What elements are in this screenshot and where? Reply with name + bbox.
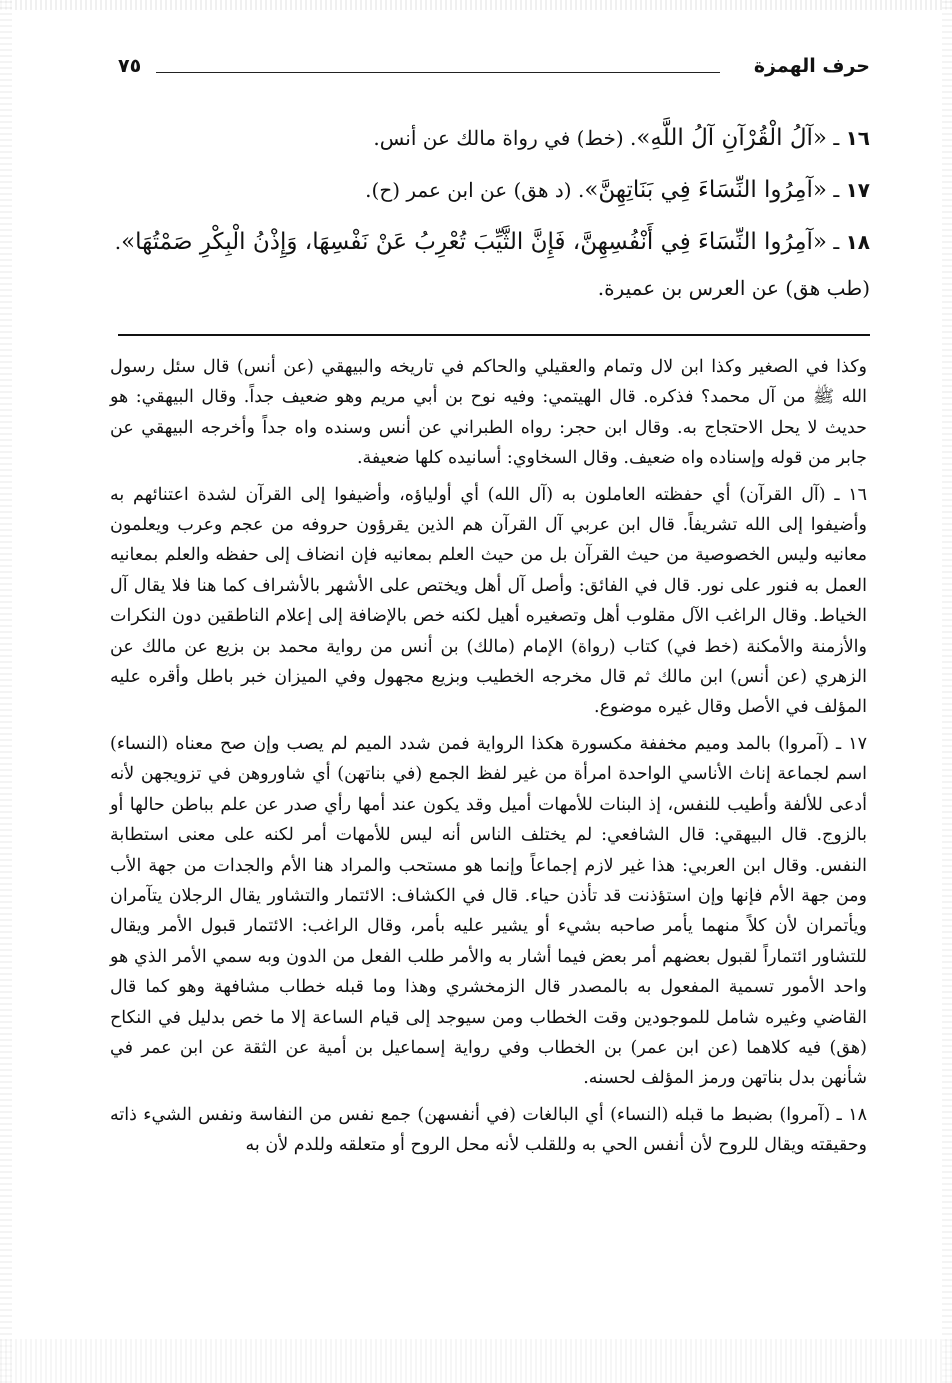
- commentary-section: [110, 352, 867, 1167]
- commentary-paragraph-18: ١٨ ـ (آمروا) بضبط ما قبله (النساء) أي البالغات (في أنفسهن) جمع نفس من النفاسة ونفس الشيء ذاته وحقيقته ويقال للروح لأن أنفس الحي به وللقلب لأنه محل الروح أو متعلقه وللدم لأن به: [110, 1104, 867, 1156]
- hadith-18: ١٨ ـ «آمِرُوا النِّسَاءَ فِي أَنْفُسِهِنَّ، فَإِنَّ الثَّيِّبَ تُعْرِبُ عَنْ نَفْسِهَا، وَإِذْنُ الْبِكْرِ صَمْتُهَا».: [114, 229, 870, 255]
- hadith-17: ١٧ ـ «آمِرُوا النِّسَاءَ فِي بَنَاتِهِنَّ». (د هق) عن ابن عمر (ح).: [365, 177, 870, 203]
- hadith-text: «آلُ الْقُرْآنِ آلُ اللَّهِ»: [636, 125, 827, 151]
- header-rule: [156, 72, 720, 73]
- footnote-separator: [118, 334, 870, 336]
- hadith-number: ١٦: [845, 126, 870, 150]
- hadith-18-attribution: (طب هق) عن العرس بن عميرة.: [597, 276, 870, 300]
- hadith-text: «آمِرُوا النِّسَاءَ فِي بَنَاتِهِنَّ»: [584, 177, 827, 203]
- running-header: [118, 55, 870, 89]
- hadith-source: . (د هق) عن ابن عمر (ح).: [365, 178, 585, 202]
- scan-edge-bottom: [0, 1339, 952, 1383]
- scan-edge-top: [0, 0, 952, 10]
- commentary-paragraph-17: ١٧ ـ (آمروا) بالمد وميم مخففة مكسورة هكذا الرواية فمن شدد الميم لم يصب وإن صح معناه (النساء) اسم لجماعة إناث الأناسي الواحدة امرأة من غير لفظ الجمع (في بناتهن) أي شاوروهن في تزويجهن لأنه أدعى للألفة وأطيب للنفس، إذ البنات للأمهات أميل وقد يكون عند أمها رأي صدر عن علم بباطن حالها أو بالزوج. قال البيهقي: قال الشافعي: لم يختلف الناس أنه ليس للأمهات أمر لكنه على معنى استطابة النفس. وقال ابن العربي: هذا غير لازم إجماعاً وإنما هو مستحب والمراد هنا الأم والجدات من جهة الأب ومن جهة الأم فإنها وإن استؤذنت قد تأذن حياء. قال في الكشاف: الائتمار والتشاور يقال الرجلان يتآمران ويأتمران لأن كلاً منهما يأمر صاحبه بشيء أو يشير عليه بأمر، وقال الراغب: الائتمار قبول الأمر ويقال للتشاور ائتماراً لقبول بعضهم أمر بعض فيما أشار به والأمر طلب الفعل من الدون وبه سمي الأمر الذي هو واحد الأمور تسمية المفعول به بالمصدر قال الزمخشري وهذا وما قبله خطاب مشافهة وهو كما قال القاضي وغيره شامل للموجودين وقت الخطاب ومن سيوجد إلى قيام الساعة إلا ما خص بدليل في النكاح (هق) فيه كلاهما (عن ابن عمر) بن الخطاب وفي رواية إسماعيل بن أمية عن الثقة عن ابن عمر في شأنهن بدل بناتهن ورمز المؤلف لحسنه.: [110, 733, 867, 1089]
- hadith-texts: [114, 112, 870, 308]
- hadith-source: .: [114, 230, 122, 254]
- scan-edge-left: [0, 0, 12, 1383]
- hadith-number: ١٧: [845, 178, 870, 202]
- hadith-text: «آمِرُوا النِّسَاءَ فِي أَنْفُسِهِنَّ، فَإِنَّ الثَّيِّبَ تُعْرِبُ عَنْ نَفْسِهَا، وَإِذْنُ الْبِكْرِ صَمْتُهَا»: [121, 229, 827, 255]
- hadith-source: . (خط) في رواة مالك عن أنس.: [373, 126, 637, 150]
- chapter-title: حرف الهمزة: [753, 55, 870, 77]
- page-number: ٧٥: [118, 55, 142, 77]
- commentary-paragraph-intro: وكذا في الصغير وكذا ابن لال وتمام والعقيلي والحاكم في تاريخه والبيهقي (عن أنس) قال سئل رسول الله ﷺ من آل محمد؟ فذكره. قال الهيتمي: وفيه نوح بن أبي مريم وهو ضعيف جداً. وقال البيهقي: هو حديث لا يحل الاحتجاج به. وقال ابن حجر: رواه الطبراني عن أنس وسنده واه جداً وأخرجه البيهقي عن جابر من قوله وإسناده واه ضعيف. وقال السخاوي: أسانيده كلها ضعيفة.: [110, 357, 867, 469]
- hadith-16: ١٦ ـ «آلُ الْقُرْآنِ آلُ اللَّهِ». (خط) في رواة مالك عن أنس.: [373, 125, 870, 151]
- commentary-paragraph-16: ١٦ ـ (آل القرآن) أي حفظته العاملون به (آل الله) أي أولياؤه، وأضيفوا إلى القرآن لشدة اعتنائهم به وأضيفوا إلى الله تشريفاً. قال ابن عربي آل القرآن هم الذين يقرؤون حروفه من عجم وعرب ويعلمون معانيه وليس الخصوصية من حيث القرآن بل من حيث العلم بمعانيه فإن انضاف إلى حفظه والعلم بمعانيه العمل به فنور على نور. قال في الفائق: وأصل آل أهل ويختص على الأشهر بالأشراف كما هنا فلا يقال آل الخياط. وقال الراغب الآل مقلوب أهل وتصغيره أهيل لكنه خص بالإضافة إلى إعلام الناطقين دون النكرات والأزمنة والأمكنة (خط في) كتاب (رواة) الإمام (مالك) بن أنس من رواية محمد بن بزيع عن مالك عن الزهري (عن أنس) ابن مالك ثم قال مخرجه الخطيب وبزيع مجهول وفي الميزان خبر باطل وأقره عليه المؤلف في الأصل وقال غيره موضوع.: [110, 484, 867, 718]
- hadith-number: ١٨: [845, 230, 870, 254]
- scan-edge-right: [942, 0, 952, 1383]
